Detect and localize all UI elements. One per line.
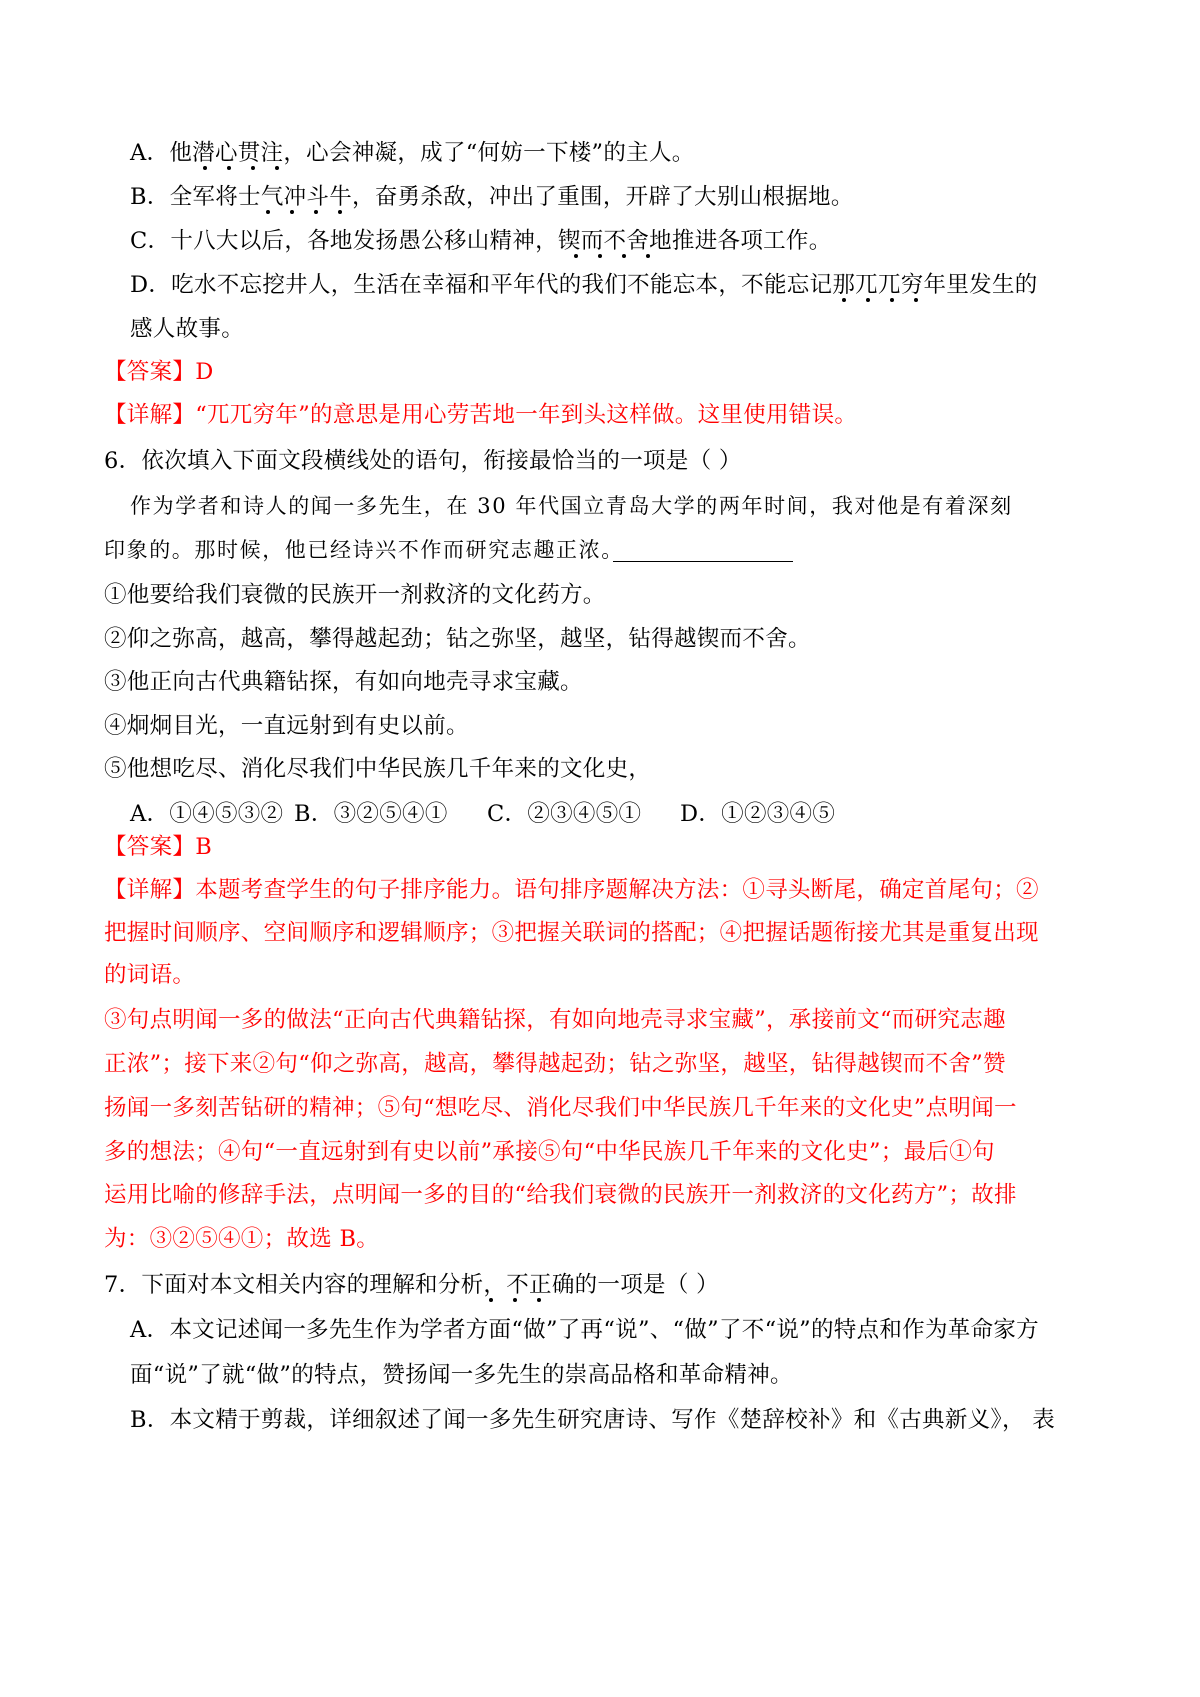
- q6-passage-line-2: 印象的。那时候，他已经诗兴不作而研究志趣正浓。: [104, 538, 624, 562]
- q5-option-a: A．他潜心贯注，心会神凝，成了“何妨一下楼”的主人。: [130, 140, 695, 166]
- emphasis-dot: [866, 298, 870, 302]
- q6-explanation-line-1: 【详解】本题考查学生的句子排序能力。语句排序题解决方法：①寻头断尾，确定首尾句；②: [104, 877, 1039, 903]
- q7-option-b: B．本文精于剪裁，详细叙述了闻一多先生研究唐诗、写作《楚辞校补》和《古典新义》， 表: [130, 1407, 1056, 1433]
- q6-explanation-line-8: 运用比喻的修辞手法，点明闻一多的目的“给我们衰微的民族开一剂救济的文化药方”；故排: [104, 1182, 1017, 1208]
- q6-explanation-line-4: ③句点明闻一多的做法“正向古代典籍钻探，有如向地壳寻求宝藏”，承接前文“而研究志趣: [104, 1007, 1006, 1033]
- emphasis-dot: [914, 298, 918, 302]
- q5-explanation: 【详解】“兀兀穷年”的意思是用心劳苦地一年到头这样做。这里使用错误。: [104, 402, 858, 428]
- emphasis-dot: [598, 254, 602, 258]
- q6-choice-a: A．①④⑤③②: [130, 801, 284, 827]
- emphasis-dot: [622, 254, 626, 258]
- q7-question: 7．下面对本文相关内容的理解和分析，不正确的一项是（ ）: [104, 1272, 719, 1298]
- q6-answer: 【答案】B: [104, 834, 213, 860]
- emphasis-dot: [842, 298, 846, 302]
- q6-choice-b: B．③②⑤④①: [294, 801, 448, 827]
- q6-explanation-line-6: 扬闻一多刻苦钻研的精神；⑤句“想吃尽、消化尽我们中华民族几千年来的文化史”点明闻一: [104, 1095, 1017, 1121]
- q6-choice-d: D．①②③④⑤: [680, 801, 836, 827]
- emphasis-dot: [574, 254, 578, 258]
- q6-choice-c: C．②③④⑤①: [487, 801, 642, 827]
- emphasis-dot: [646, 254, 650, 258]
- emphasis-dot: [489, 1298, 493, 1302]
- q6-sentence-2: ②仰之弥高，越高，攀得越起劲；钻之弥坚，越坚，钻得越锲而不舍。: [104, 626, 811, 652]
- emphasis-dot: [251, 166, 255, 170]
- q5-answer: 【答案】D: [104, 359, 214, 385]
- q5-option-d: D．吃水不忘挖井人，生活在幸福和平年代的我们不能忘本，不能忘记那兀兀穷年里发生的: [130, 272, 1038, 298]
- emphasis-dot: [290, 210, 294, 214]
- q6-sentence-5: ⑤他想吃尽、消化尽我们中华民族几千年来的文化史，: [104, 756, 652, 782]
- emphasis-dot: [338, 210, 342, 214]
- emphasis-dot: [275, 166, 279, 170]
- q6-passage-line-1: 作为学者和诗人的闻一多先生，在 30 年代国立青岛大学的两年时间，我对他是有着深刻: [130, 494, 1013, 518]
- q6-sentence-3: ③他正向古代典籍钻探，有如向地壳寻求宝藏。: [104, 669, 583, 695]
- q6-sentence-1: ①他要给我们衰微的民族开一剂救济的文化药方。: [104, 582, 606, 608]
- q6-explanation-line-7: 多的想法；④句“一直远射到有史以前”承接⑤句“中华民族几千年来的文化史”；最后①句: [104, 1139, 995, 1165]
- emphasis-dot: [513, 1298, 517, 1302]
- emphasis-dot: [314, 210, 318, 214]
- q7-option-a-cont: 面“说”了就“做”的特点，赞扬闻一多先生的崇高品格和革命精神。: [130, 1362, 793, 1388]
- q6-sentence-4: ④炯炯目光，一直远射到有史以前。: [104, 713, 469, 739]
- q5-option-b: B．全军将士气冲斗牛，奋勇杀敌，冲出了重围，开辟了大别山根据地。: [130, 184, 854, 210]
- emphasis-dot: [266, 210, 270, 214]
- q5-option-d-cont: 感人故事。: [130, 316, 245, 342]
- q6-explanation-line-3: 的词语。: [104, 962, 196, 988]
- emphasis-dot: [890, 298, 894, 302]
- q5-option-c: C．十八大以后，各地发扬愚公移山精神，锲而不舍地推进各项工作。: [130, 228, 832, 254]
- q6-explanation-line-5: 正浓”；接下来②句“仰之弥高，越高，攀得越起劲；钻之弥坚，越坚，钻得越锲而不舍”赞: [104, 1051, 1006, 1077]
- q6-explanation-line-2: 把握时间顺序、空间顺序和逻辑顺序；③把握关联词的搭配；④把握话题衔接尤其是重复出现: [104, 920, 1039, 946]
- fill-in-blank: [613, 561, 793, 562]
- emphasis-dot: [203, 166, 207, 170]
- q6-explanation-line-9: 为：③②⑤④①；故选 B。: [104, 1226, 380, 1252]
- q7-option-a: A．本文记述闻一多先生作为学者方面“做”了再“说”、“做”了不“说”的特点和作为革命家方: [130, 1317, 1039, 1343]
- q6-question: 6．依次填入下面文段横线处的语句，衔接最恰当的一项是（ ）: [104, 448, 742, 474]
- emphasis-dot: [227, 166, 231, 170]
- emphasis-dot: [537, 1298, 541, 1302]
